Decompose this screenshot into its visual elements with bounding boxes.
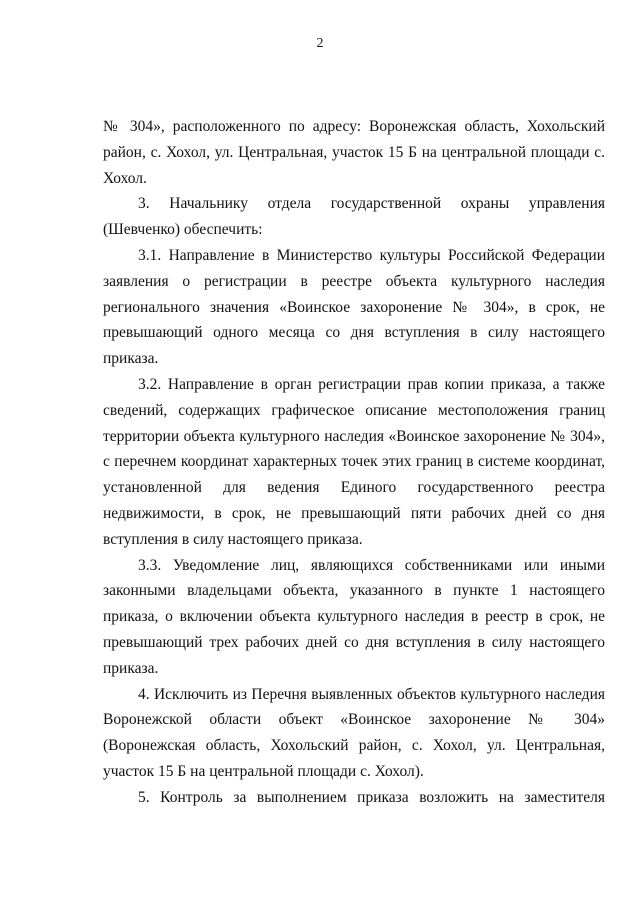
- paragraph-continuation: № 304», расположенного по адресу: Воронежская область, Хохольский район, с. Хохол, ул. Центральная, участок 15 Б на центральной площади с. Хохол.: [103, 118, 605, 187]
- paragraph-item-3-2: 3.2. Направление в орган регистрации прав копии приказа, а также сведений, содержащих графическое описание местоположения границ территории объекта культурного наследия «Воинское захоронение № 304», с перечнем координат характерных точек этих границ в системе координат, установленной для ведения Единого государственного реестра недвижимости, в срок, не превышающий пяти рабочих дней со дня вступления в силу настоящего приказа.: [103, 375, 605, 548]
- paragraph-item-3: 3. Начальнику отдела государственной охраны управления (Шевченко) обеспечить:: [103, 195, 605, 239]
- paragraph-item-3-3: 3.3. Уведомление лиц, являющихся собственниками или иными законными владельцами объекта, указанного в пункте 1 настоящего приказа, о включении объекта культурного наследия в реестр в срок, не превышающий трех рабочих дней со дня вступления в силу настоящего приказа.: [103, 556, 605, 677]
- paragraph-item-5: 5. Контроль за выполнением приказа возложить на заместителя: [138, 788, 605, 806]
- paragraph-item-3-1: 3.1. Направление в Министерство культуры Российской Федерации заявления о регистрации в реестре объекта культурного наследия регионального значения «Воинское захоронение № 304», в срок, не превышающий одного месяца со дня вступления в силу настоящего приказа.: [103, 246, 605, 368]
- document-body: [103, 114, 605, 811]
- paragraph-item-4: 4. Исключить из Перечня выявленных объектов культурного наследия Воронежской области объект «Воинское захоронение № 304» (Воронежская область, Хохольский район, с. Хохол, ул. Центральная, участок 15 Б на центральной площади с. Хохол).: [103, 685, 605, 780]
- page-number: 2: [316, 36, 324, 51]
